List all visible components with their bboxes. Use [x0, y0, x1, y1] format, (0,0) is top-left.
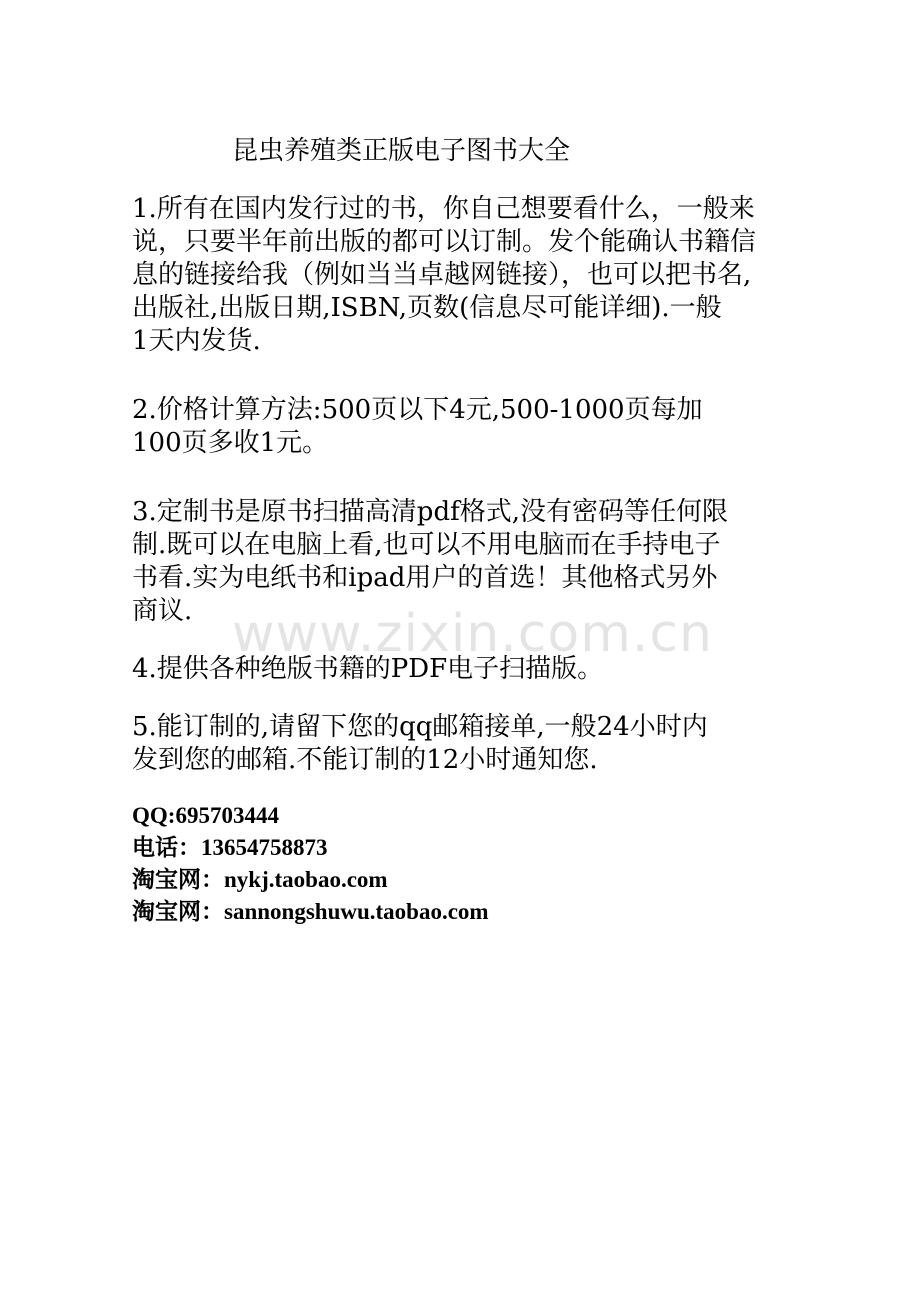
- watermark: www.zixin.com.cn: [232, 604, 713, 664]
- contact-taobao-nykj: 淘宝网：nykj.taobao.com: [132, 867, 388, 892]
- paragraph-delivery: 5.能订制的,请留下您的qq邮箱接单,一般24小时内 发到您的邮箱.不能订制的12小时通知您.: [132, 712, 708, 775]
- document-title: 昆虫养殖类正版电子图书大全: [232, 136, 571, 166]
- contact-block: [132, 800, 489, 928]
- paragraph-pricing: 2.价格计算方法:500页以下4元,500-1000页每加 100页多收1元。: [132, 395, 703, 458]
- paragraph-format: 3.定制书是原书扫描高清pdf格式,没有密码等任何限 制.既可以在电脑上看,也可以不用电脑而在手持电子 书看.实为电纸书和ipad用户的首选！其他格式另外 商议.: [132, 497, 728, 626]
- contact-taobao-sannongshuwu: 淘宝网：sannongshuwu.taobao.com: [132, 899, 489, 924]
- contact-qq: QQ:695703444: [132, 803, 279, 828]
- contact-phone: 电话：13654758873: [132, 835, 328, 860]
- paragraph-ordering: 1.所有在国内发行过的书，你自己想要看什么，一般来 说，只要半年前出版的都可以订制。发个能确认书籍信 息的链接给我（例如当当卓越网链接），也可以把书名, 出版社,出版日期,ISBN,页数(信息尽可能详细).一般 1天内发货.: [132, 194, 757, 356]
- paragraph-out-of-print: 4.提供各种绝版书籍的PDF电子扫描版。: [132, 654, 604, 684]
